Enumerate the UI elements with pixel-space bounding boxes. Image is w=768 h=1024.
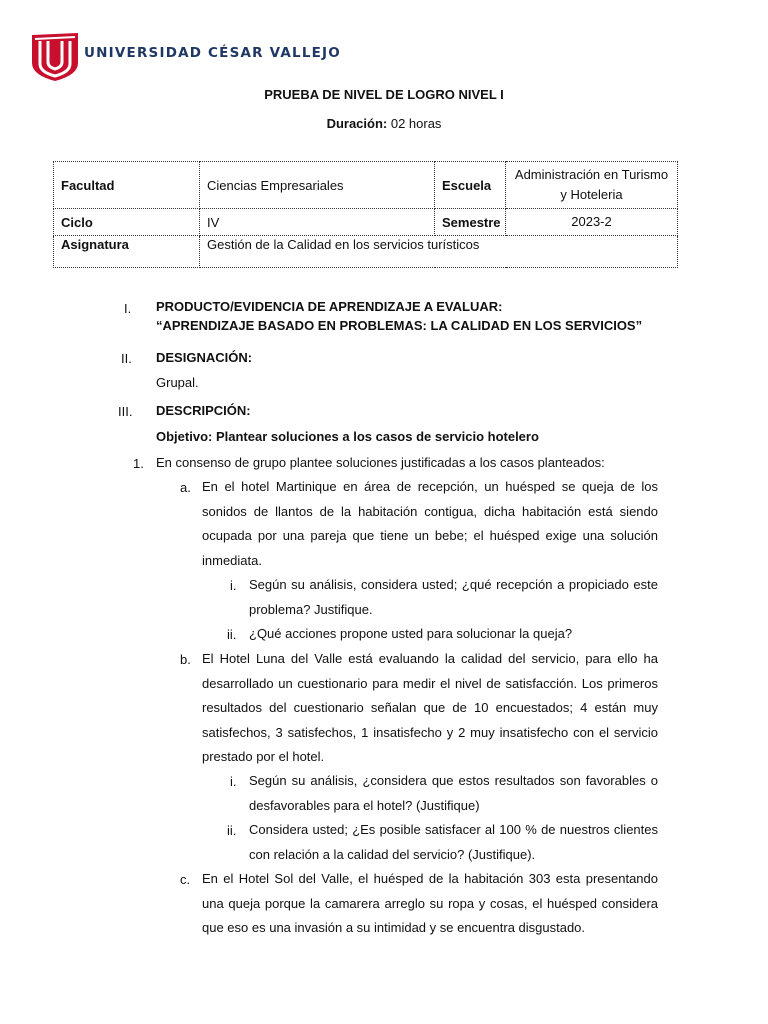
asignatura-label: Asignatura bbox=[54, 236, 200, 268]
facultad-value: Ciencias Empresariales bbox=[200, 162, 435, 209]
section-2-text: Grupal. bbox=[156, 375, 199, 390]
duration-value: 02 horas bbox=[387, 116, 442, 131]
case-b-letter: b. bbox=[180, 652, 191, 667]
semestre-label: Semestre bbox=[435, 209, 506, 236]
document-title: PRUEBA DE NIVEL DE LOGRO NIVEL I bbox=[264, 87, 504, 102]
course-info-table bbox=[53, 161, 678, 268]
section-2-number: II. bbox=[121, 351, 132, 366]
facultad-label: Facultad bbox=[54, 162, 200, 209]
asignatura-value: Gestión de la Calidad en los servicios turísticos bbox=[200, 236, 678, 268]
ciclo-value: IV bbox=[200, 209, 435, 236]
section-1-title: PRODUCTO/EVIDENCIA DE APRENDIZAJE A EVALUAR: bbox=[156, 299, 503, 314]
case-c-text: En el Hotel Sol del Valle, el huésped de la habitación 303 esta presentando una queja porque la camarera arreglo su ropa y cosas, el huésped considera que eso es una invasión a su intimidad y se encuentra disgustado. bbox=[202, 871, 658, 935]
case-c-letter: c. bbox=[180, 872, 191, 887]
escuela-label: Escuela bbox=[435, 162, 506, 209]
university-name: UNIVERSIDAD CÉSAR VALLEJO bbox=[84, 45, 341, 61]
university-logo bbox=[31, 31, 79, 81]
case-a-i-text: Según su análisis, considera usted; ¿qué recepción a propiciado este problema? Justifique. bbox=[249, 577, 658, 617]
objective: Objetivo: Plantear soluciones a los casos de servicio hotelero bbox=[156, 429, 539, 444]
item-1-number: 1. bbox=[133, 456, 144, 471]
semestre-value: 2023-2 bbox=[506, 209, 678, 236]
ciclo-label: Ciclo bbox=[54, 209, 200, 236]
item-1-text: En consenso de grupo plantee soluciones justificadas a los casos planteados: bbox=[156, 455, 605, 470]
case-a-letter: a. bbox=[180, 480, 191, 495]
duration bbox=[0, 116, 768, 131]
duration-label: Duración: bbox=[326, 116, 388, 131]
case-b-i-number: i. bbox=[230, 774, 237, 789]
case-a-ii-text: ¿Qué acciones propone usted para solucionar la queja? bbox=[249, 626, 573, 641]
case-b-ii-text: Considera usted; ¿Es posible satisfacer al 100 % de nuestros clientes con relación a la calidad del servicio? (Justifique). bbox=[249, 822, 658, 862]
section-1-number: I. bbox=[124, 301, 132, 316]
section-3-number: III. bbox=[118, 404, 133, 419]
case-b-ii-number: ii. bbox=[227, 823, 237, 838]
escuela-value: Administración en Turismo y Hoteleria bbox=[506, 162, 678, 209]
section-3-title: DESCRIPCIÓN: bbox=[156, 403, 251, 418]
case-b-i-text: Según su análisis, ¿considera que estos resultados son favorables o desfavorables para el hotel? (Justifique) bbox=[249, 773, 658, 813]
case-a-i-number: i. bbox=[230, 578, 237, 593]
case-a-text: En el hotel Martinique en área de recepción, un huésped se queja de los sonidos de llantos de la habitación contigua, dicha habitación está siendo ocupada por una pareja que tiene un bebe; el huésped exige una solución inmediata. bbox=[202, 479, 658, 568]
section-1-subtitle: “APRENDIZAJE BASADO EN PROBLEMAS: LA CALIDAD EN LOS SERVICIOS” bbox=[156, 318, 643, 333]
section-2-title: DESIGNACIÓN: bbox=[156, 350, 253, 365]
case-b-text: El Hotel Luna del Valle está evaluando la calidad del servicio, para ello ha desarrollado un cuestionario para medir el nivel de satisfacción. Los primeros resultados del cuestionario señalan que de 10 encuestados; 4 están muy satisfechos, 3 satisfechos, 1 insatisfecho y 2 muy insatisfecho con el servicio prestado por el hotel. bbox=[202, 651, 658, 764]
case-a-ii-number: ii. bbox=[227, 627, 237, 642]
